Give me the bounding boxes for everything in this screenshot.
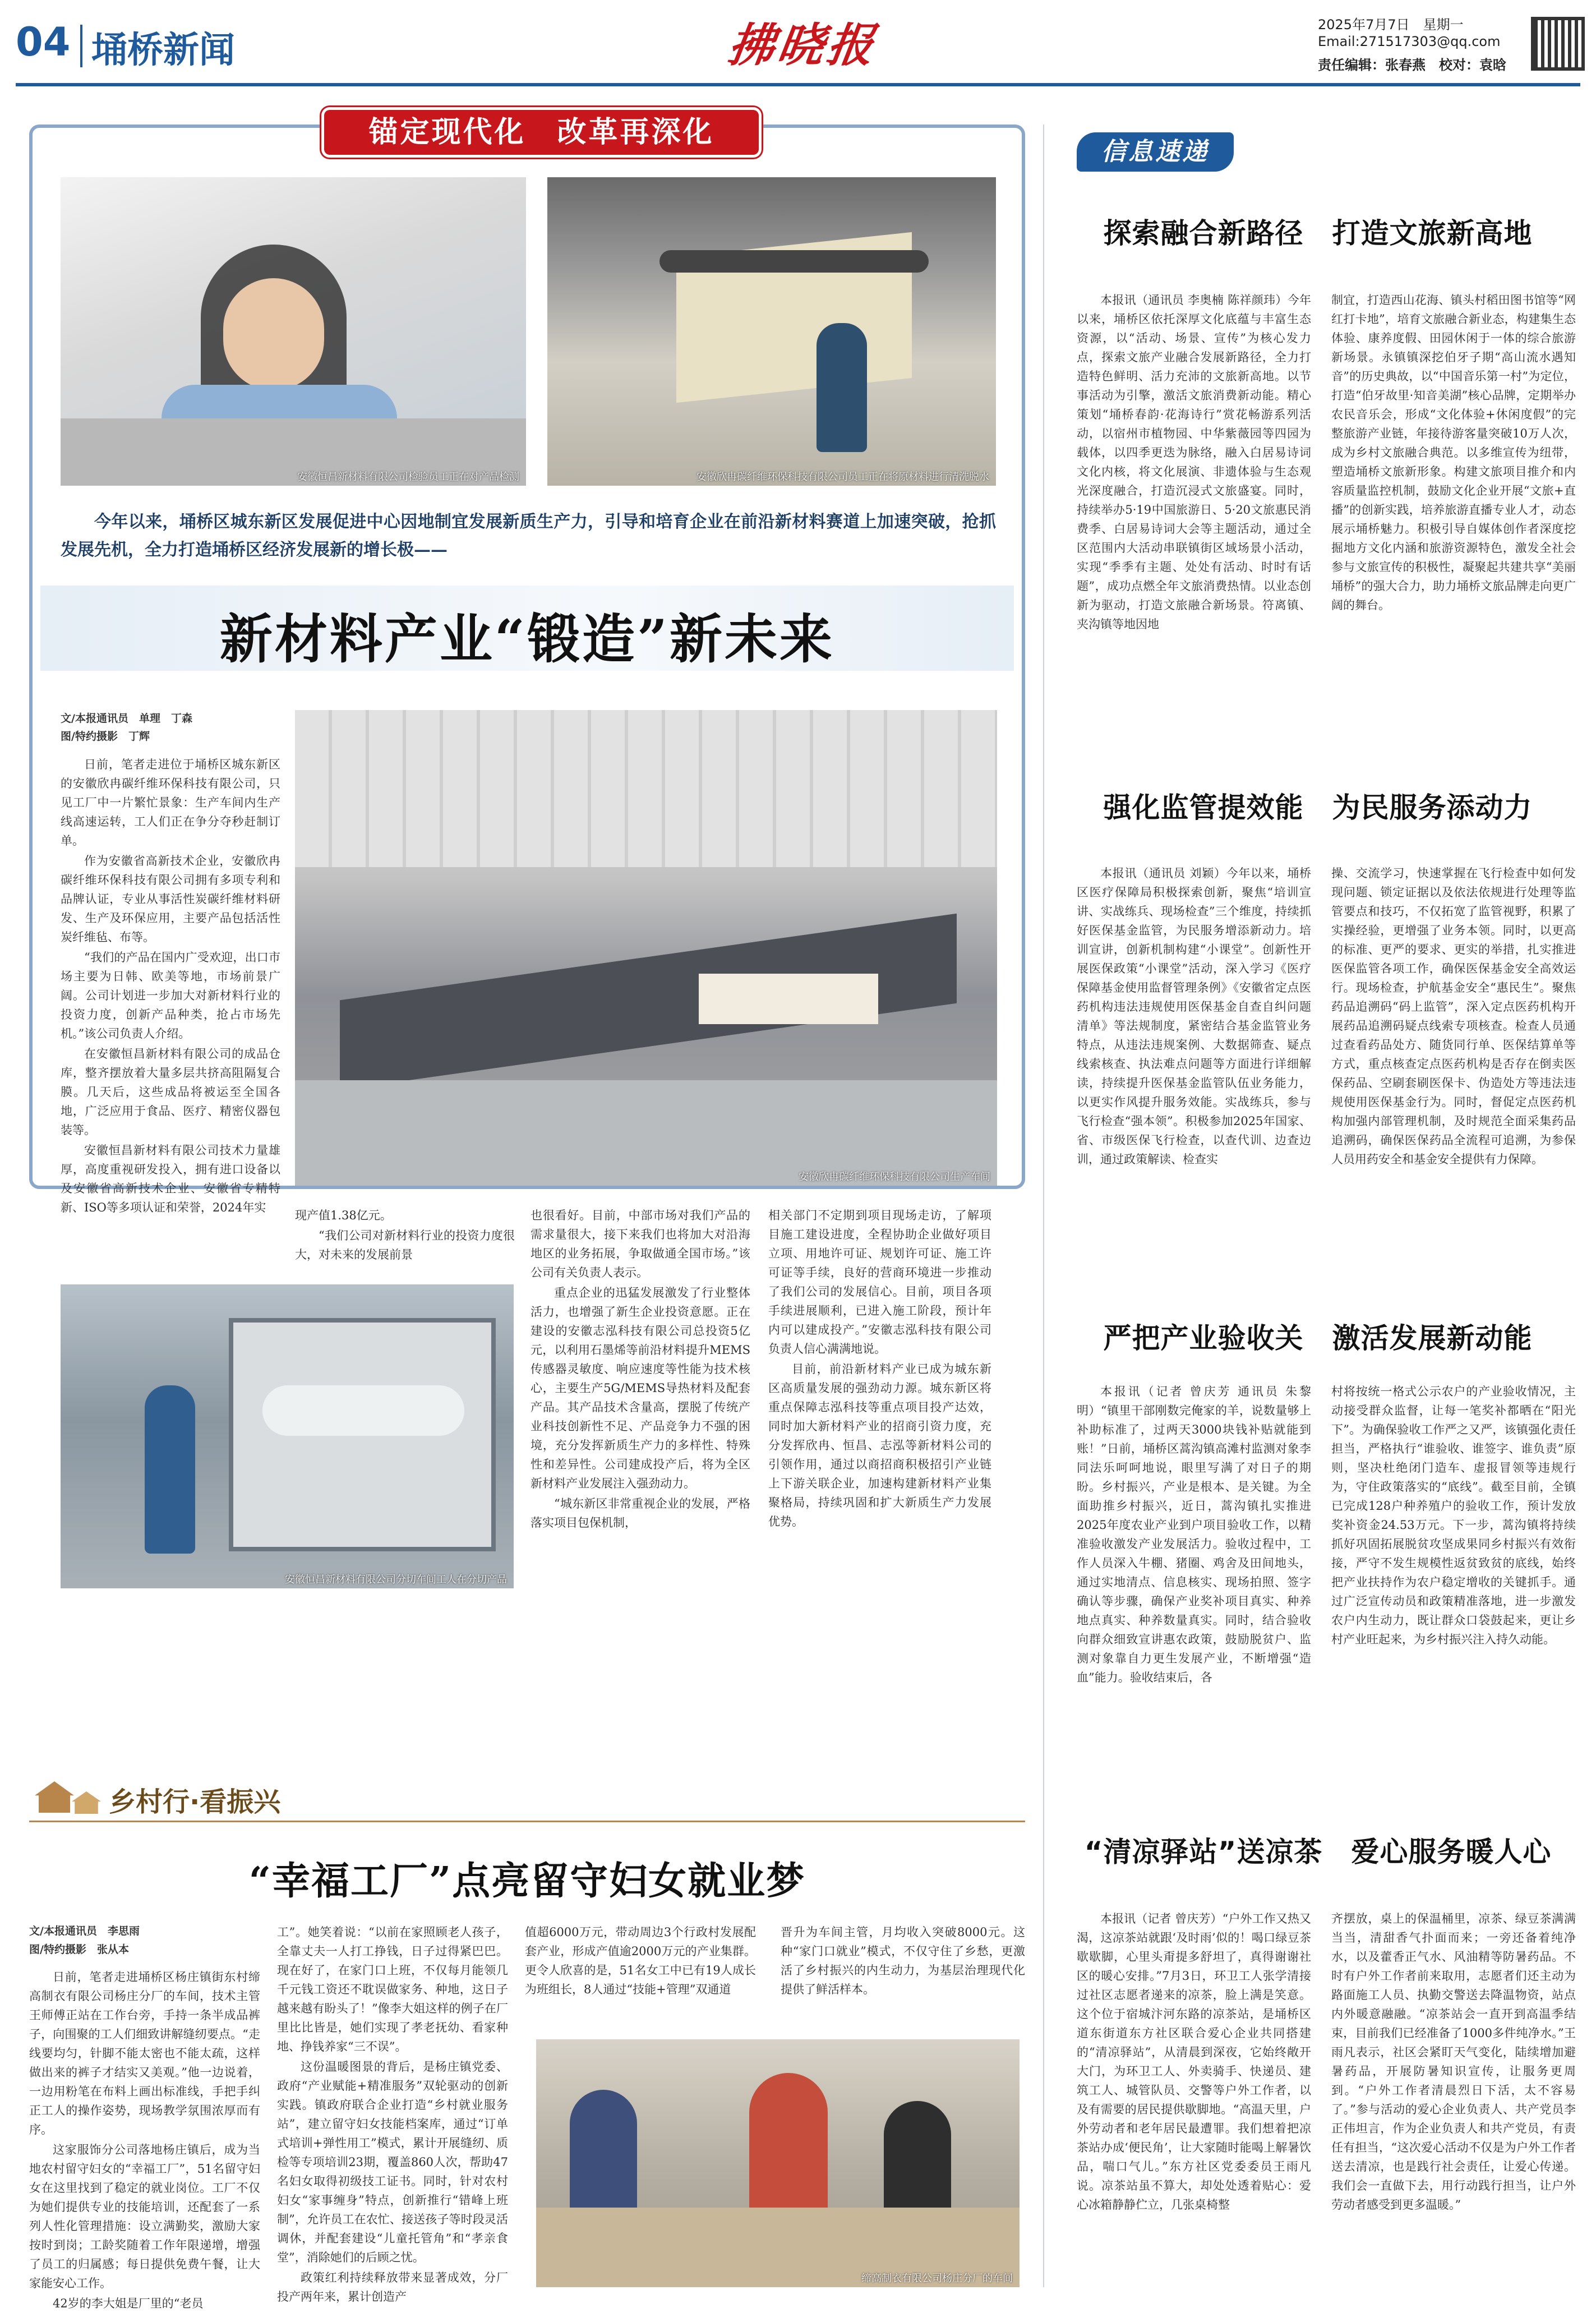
paragraph: 政策红利持续释放带来显著成效，分厂投产两年来，累计创造产 <box>277 2271 508 2303</box>
article-3-col-2: 村将按统一格式公示农户的产业验收情况，主动接受群众监督，让每一笔奖补都晒在“阳光下”。为确保验收工作严之又严，该镇强化责任担当，严格执行“谁验收、谁签字、谁负责”原则，坚决杜绝闭门造车、虚报冒领等违规行为，守住政策落实的“底线”。截至目前，全镇已完成128户种养殖户的验收工作，预计发放奖补资金24.53万元。下一步，蒿沟镇将持续抓好巩固拓展脱贫攻坚成果同乡村振兴有效衔接，严守不发生规模性返贫致贫的底线，始终把产业扶持作为农户稳定增收的关键抓手。通过广泛宣传动员和政策精准落地，进一步激发农户内生动力，既让群众口袋鼓起来，更让乡村产业旺起来，为乡村振兴注入持久动能。 <box>1331 1385 1576 1646</box>
paragraph: 这家服饰分公司落地杨庄镇后，成为当地农村留守妇女的“幸福工厂”，51名留守妇女在这里找到了稳定的就业岗位。工厂不仅为她们提供专业的技能培训，还配套了一系列人性化管理措施：设立满勤奖，激励大家按时到岗；工龄奖随着工作年限递增，增强了员工的归属感；每日提供免费午餐，让大家能安心工作。 <box>29 2143 260 2290</box>
feature-banner-text: 锚定现代化 改革再深化 <box>368 116 714 149</box>
photo3-caption: 安徽欣冉碳纤维环保科技有限公司生产车间 <box>799 1171 990 1183</box>
paragraph: 日前，笔者走进位于埇桥区城东新区的安徽欣冉碳纤维环保科技有限公司，只见工厂中一片繁忙景象：生产车间内生产线高速运转，工人们正在争分夺秒赶制订单。 <box>61 758 280 847</box>
rural-column-2 <box>277 1923 508 2303</box>
date-line: 2025年7月7日 星期一 <box>1318 17 1464 33</box>
masthead-logo: 拂晓报 <box>725 19 880 72</box>
paragraph: 相关部门不定期到项目现场走访，了解项目施工建设进度，全程协助企业做好项目立项、用地许可证、规划许可证、施工许可证等手续，良好的营商环境进一步推动了我们公司的发展信心。目前，项目各项手续进展顺利，已进入施工阶段，预计年内可以建成投产。”安徽志泓科技有限公司负责人信心满满地说。 <box>768 1209 991 1356</box>
right-column-divider <box>1043 125 1044 2287</box>
article-1-title: 探索融合新路径 打造文旅新高地 <box>1103 217 1533 250</box>
info-tag-text: 信息速递 <box>1101 137 1209 166</box>
info-tag <box>1077 132 1234 172</box>
article-2-col-2: 操、交流学习，快速掌握在飞行检查中如何发现问题、锁定证据以及依法依规进行处理等监管要点和技巧，不仅拓宽了监管视野，积累了实操经验，更增强了业务本领。同时，以更高的标准、更严的要求、更实的举措，扎实推进医保监管各项工作，确保医保基金安全高效运行。现场检查，护航基金安全“惠民生”。聚焦药品追溯码“码上监管”，深入定点医药机构开展药品追溯码疑点线索专项核查。检查人员通过查看药品处方、随货同行单、医保结算单等方式，重点核查定点医药机构是否存在倒卖医保药品、空刷套刷医保卡、伪造处方等违法违规使用医保基金行为。同时，督促定点医药机构加强内部管理机制，及时规范全面采集药品追溯码，确保医保药品全流程可追溯，为参保人员用药安全和基金安全提供有力保障。 <box>1331 867 1576 1166</box>
rural-column-tag <box>29 1772 343 1821</box>
paragraph: 工”。她笑着说：“以前在家照顾老人孩子，全靠丈夫一人打工挣钱，日子过得紧巴巴。现在好了，在家门口上班，不仅每月能领几千元钱工资还不耽误做家务、种地，这日子越来越有盼头了！”像李大姐这样的例子在厂里比比皆是，她们实现了孝老抚幼、看家种地、挣钱养家“三不误”。 <box>277 1925 508 2053</box>
photo5-caption: 缔高制衣有限公司杨庄分厂的车间 <box>861 2273 1013 2284</box>
article-1-col-2: 制宜，打造西山花海、镇头村稻田图书馆等“网红打卡地”，培育文旅融合新业态，构建集生态体验、康养度假、田园休闲于一体的综合旅游新场景。永镇镇深挖伯牙子期“高山流水遇知音”的历史典故，以“中国音乐第一村”为定位，打造“伯牙故里·知音美湖”核心品牌，定期举办农民音乐会，形成“文化体验+休闲度假”的完整旅游产业链，年接待游客量突破10万人次，成为乡村文旅融合典范。以多维宣传为纽带，塑造埇桥文旅新形象。构建文旅项目推介和内容质量监控机制，鼓励文化企业开展“文旅+直播”的创新实践，培养旅游直播专业人才，动态展示埇桥魅力。积极引导自媒体创作者深度挖掘地方文化内涵和旅游资源特色，激发全社会参与文旅宣传的积极性，凝聚起共建共享“美丽埇桥”的强大合力，助力埇桥文旅品牌走向更广阔的舞台。 <box>1331 293 1576 612</box>
article-3-col-1: 本报讯（记者 曾庆芳 通讯员 朱黎明）“镇里干部刚数完俺家的羊，说数量够上补助标准了，过两天3000块钱补贴就能到账！”日前，埇桥区蒿沟镇高滩村监测对象李同法乐呵呵地说，眼里写满了对日子的期盼。乡村振兴，产业是根本、是关键。为全面助推乡村振兴，近日，蒿沟镇扎实推进2025年度农业产业到户项目验收工作，以精准验收激发产业发展活力。验收过程中，工作人员深入牛棚、猪圈、鸡舍及田间地头，通过实地清点、信息核实、现场拍照、签字确认等步骤，确保产业奖补项目真实、种养地点真实、种养数量真实。同时，结合验收向群众细致宣讲惠农政策，鼓励脱贫户、监测对象靠自力更生发展产业，不断增强“造血”能力。验收结束后，各 <box>1077 1385 1311 1684</box>
photo-carbon-fiber-workshop <box>547 177 996 486</box>
paragraph: 在安徽恒昌新材料有限公司的成品仓库，整齐摆放着大量多层共挤高阻隔复合膜。几天后，这些成品将被运至全国各地，广泛应用于食品、医疗、精密仪器包装等。 <box>61 1047 280 1137</box>
paragraph: 晋升为车间主管，月均收入突破8000元。这种“家门口就业”模式，不仅守住了乡愁，更激活了乡村振兴的内生动力，为基层治理现代化提供了鲜活样本。 <box>781 1925 1025 1996</box>
photo-lab-inspector <box>61 177 526 486</box>
paragraph: “我们公司对新材料行业的投资力度很大，对未来的发展前景 <box>295 1229 515 1261</box>
article-4-col-1: 本报讯（记者 曾庆芳）“户外工作又热又渴，这凉茶站就跟‘及时雨’似的！喝口绿豆茶歇歇脚，心里头甭提多舒坦了，真得谢谢社区的暖心安排。”7月3日，环卫工人张学清接过社区志愿者递来的凉茶，脸上满是笑意。这个位于宿城汴河东路的凉茶站，是埇桥区道东街道东方社区联合爱心企业共同搭建的“清凉驿站”，从清晨到深夜，它始终敞开大门，为环卫工人、外卖骑手、快递员、建筑工人、城管队员、交警等户外工作者，以及有需要的居民提供歇脚地。“高温天里，户外劳动者和老年居民最遭罪。我们想着把凉茶站办成‘便民角’，让大家随时能喝上解暑饮品，喘口气儿。”东方社区党委委员王雨凡说。凉茶站虽不算大，却处处透着贴心：爱心冰箱静静伫立，几张桌椅整 <box>1077 1912 1311 2211</box>
section-name: 埇桥新闻 <box>91 30 235 71</box>
rural-title: “幸福工厂”点亮留守妇女就业梦 <box>248 1859 806 1904</box>
article-3-title: 严把产业验收关 激活发展新动能 <box>1103 1322 1533 1354</box>
rural-tag-text: 乡村行·看振兴 <box>109 1786 281 1818</box>
paragraph: 目前，前沿新材料产业已成为城东新区高质量发展的强劲动力源。城东新区将重点保障志泓科技等重点项目投产达效，同时加大新材料产业的招商引资力度，充分发挥欣冉、恒昌、志泓等新材料公司的引领作用，通过以商招商积极招引产业链上下游关联企业，加速构建新材料产业集聚格局，持续巩固和扩大新质生产力发展优势。 <box>768 1362 991 1528</box>
feature-column-3 <box>531 1206 750 1739</box>
house-icon <box>35 1781 74 1813</box>
rural-column-3 <box>525 1923 756 2035</box>
header-rule <box>16 83 1580 86</box>
paragraph: 作为安徽省高新技术企业，安徽欣冉碳纤维环保科技有限公司拥有多项专利和品牌认证，专业从事活性炭碳纤维材料研发、生产及环保应用，主要产品包括活性炭纤维毡、布等。 <box>61 854 280 944</box>
rural-column-1 <box>29 1968 260 2310</box>
rural-byline-author: 文/本报通讯员 李思雨 <box>29 1925 140 1937</box>
paragraph: “我们的产品在国内广受欢迎，出口市场主要为日韩、欧美等地，市场前景广阔。公司计划进一步加大对新材料行业的投资力度，创新产品种类，抢占市场先机。”该公司负责人介绍。 <box>61 951 280 1040</box>
photo2-caption: 安徽欣冉碳纤维环保科技有限公司员工正在将原材料进行清洗脱水 <box>696 471 989 483</box>
header-divider <box>80 25 82 67</box>
paragraph: 重点企业的迅猛发展激发了行业整体活力，也增强了新生企业投资意愿。正在建设的安徽志泓科技有限公司总投资5亿元，以利用石墨烯等前沿材料提升MEMS传感器灵敏度、响应速度等性能为技术核心，主要生产5G/MEMS导热材料及配套产品。其产品技术含量高，摆脱了传统产业科技创新性不足、产品竞争力不强的困境，充分发挥新质生产力的多样性、特殊性和差异性。公司建成投产后，将为全区新材料产业发展注入强劲动力。 <box>531 1286 750 1490</box>
feature-lead: 今年以来，埇桥区城东新区发展促进中心因地制宜发展新质生产力，引导和培育企业在前沿新材料赛道上加速突破，抢抓发展先机，全力打造埇桥区经济发展新的增长极—— <box>61 512 996 560</box>
feature-banner <box>324 110 759 155</box>
article-1-col-1: 本报讯（通讯员 李奥楠 陈祥颜玮）今年以来，埇桥区依托深厚文化底蕴与丰富生态资源，以“活动、场景、宣传”为核心发力点，探索文旅产业融合发展新路径，全力打造特色鲜明、活力充沛的文旅新高地。以节事活动为引擎，激活文旅消费新动能。精心策划“埇桥春韵·花海诗行”赏花畅游系列活动，以宿州市植物园、中华紫薇园等四园为载体，以四季更迭为脉络，融入白居易诗词文化内核，将文化展演、非遗体验与生态观光深度融合，打造沉浸式文旅盛宴。同时，持续举办5·19中国旅游日、5·20文旅惠民消费季、白居易诗词大会等主题活动，通过全区范围内大活动串联镇街区域场景小活动，实现“季季有主题、处处有活动、时时有话题”，成功点燃全年文旅消费热情。以业态创新为驱动，打造文旅融合新场景。符离镇、夹沟镇等地因地 <box>1077 293 1311 631</box>
photo-slitting-workshop <box>61 1284 514 1588</box>
feature-byline-photo: 图/特约摄影 丁辉 <box>61 730 150 743</box>
paragraph: 日前，笔者走进埇桥区杨庄镇街东村缔高制衣有限公司杨庄分厂的车间，技术主管王师傅正站在工作台旁，手持一条半成品裤子，向围聚的工人们细致讲解缝纫要点。“走线要均匀，针脚不能太密也不能太疏，这样做出来的裤子才结实又美观。”他一边说着，一边用粉笔在布料上画出标准线，手把手纠正工人的操作姿势，现场教学氛围浓厚而有序。 <box>29 1970 260 2136</box>
photo-sewing-workshop <box>536 2039 1020 2287</box>
paragraph: “城东新区非常重视企业的发展，严格落实项目包保机制， <box>531 1497 750 1529</box>
paragraph: 也很看好。目前，中部市场对我们产品的需求量很大，接下来我们也将加大对沿海地区的业务拓展，争取做通全国市场。”该公司有关负责人表示。 <box>531 1209 750 1279</box>
feature-title: 新材料产业“锻造”新未来 <box>219 609 835 670</box>
article-2-title: 强化监管提效能 为民服务添动力 <box>1103 791 1533 824</box>
paragraph: 这份温暖图景的背后，是杨庄镇党委、政府“产业赋能+精准服务”双轮驱动的创新实践。镇政府联合企业打造“乡村就业服务站”，建立留守妇女技能档案库，通过“订单式培训+弹性用工”模式，累计开展缝纫、质检等专项培训23期，覆盖860人次，帮助47名妇女取得初级技工证书。同时，针对农村妇女“家事缠身”特点，创新推行“错峰上班制”，允许员工在农忙、接送孩子等时段灵活调休，并配套建设“儿童托管角”和“孝亲食堂”，消除她们的后顾之忧。 <box>277 2060 508 2264</box>
paragraph: 值超6000万元，带动周边3个行政村发展配套产业，形成产值逾2000万元的产业集群。更令人欣喜的是，51名女工中已有19人成长为班组长，8人通过“技能+管理”双通道 <box>525 1925 756 1996</box>
feature-byline-author: 文/本报通讯员 单理 丁森 <box>61 712 192 725</box>
email: Email:271517303@qq.com <box>1318 34 1501 49</box>
paragraph: 42岁的李大姐是厂里的“老员 <box>53 2297 204 2310</box>
page-number: 04 <box>16 19 71 65</box>
rural-byline-box <box>29 1923 238 1963</box>
paragraph: 安徽恒昌新材料有限公司技术力量雄厚，高度重视研发投入，拥有进口设备以及安徽省高新技术企业、安徽省专精特新、ISO等多项认证和荣誉，2024年实 <box>61 1144 280 1214</box>
page-header <box>0 0 1596 90</box>
rural-column-4 <box>781 1923 1025 2035</box>
feature-title-band <box>40 586 1014 671</box>
article-4-col-2: 齐摆放，桌上的保温桶里，凉茶、绿豆茶满满当当，清甜香气扑面而来；一旁还备着纯净水，以及藿香正气水、风油精等防暑药品。不时有户外工作者前来取用，志愿者们还主动为路面施工人员、执勤交警送去降温物资，站点内外暖意融融。“凉茶站会一直开到高温季结束，目前我们已经准备了1000多件纯净水。”王雨凡表示，社区会紧盯天气变化，陆续增加避暑药品，开展防暑知识宣传，让服务更周到。“户外工作者清晨烈日下活，太不容易了。”参与活动的爱心企业负责人、共产党员李正伟坦言，作为企业负责人和共产党员，有责任有担当，“这次爱心活动不仅是为户外工作者送去清凉，也是践行社会责任，让爱心传递。我们会一直做下去，用行动践行担当，让户外劳动者感受到更多温暖。” <box>1331 1912 1576 2211</box>
rural-byline-photo: 图/特约摄影 张从本 <box>29 1943 129 1956</box>
editors: 责任编辑：张春燕 校对：袁晗 <box>1318 57 1506 73</box>
article-2-col-1: 本报讯（通讯员 刘颖）今年以来，埇桥区医疗保障局积极探索创新，聚焦“培训宣讲、实战练兵、现场检查”三个维度，持续抓好医保基金监管，为民服务增添新动力。培训宣讲，创新机制构建“小课堂”。创新性开展医保政策“小课堂”活动，深入学习《医疗保障基金使用监督管理条例》《安徽省定点医药机构违法违规使用医保基金自查自纠问题清单》等法规制度，紧密结合基金监管业务特点，从违法违规案例、大数据筛查、疑点线索核查、执法难点问题等方面进行详细解读，持续提升医保基金监管队伍业务能力，以更实作风提升服务效能。实战练兵，参与飞行检查“强本领”。积极参加2025年国家、省、市级医保飞行检查，以查代训、边查边训，通过政策解读、检查实 <box>1077 867 1311 1166</box>
rural-tag-rule <box>29 1821 1025 1822</box>
photo4-caption: 安徽恒昌新材料有限公司分切车间工人在分切产品 <box>285 1574 507 1586</box>
paragraph: 现产值1.38亿元。 <box>295 1209 392 1222</box>
article-4-title: “清凉驿站”送凉茶 爱心服务暖人心 <box>1084 1836 1552 1868</box>
feature-column-4 <box>768 1206 991 1739</box>
feature-column-1 <box>61 755 280 1277</box>
photo1-caption: 安徽恒昌新材料有限公司检验员工正在对产品检测 <box>297 471 519 483</box>
house-icon <box>72 1791 101 1814</box>
feature-column-2 <box>295 1206 515 1273</box>
photo-production-hall <box>295 710 997 1186</box>
qr-code-icon <box>1531 17 1585 71</box>
